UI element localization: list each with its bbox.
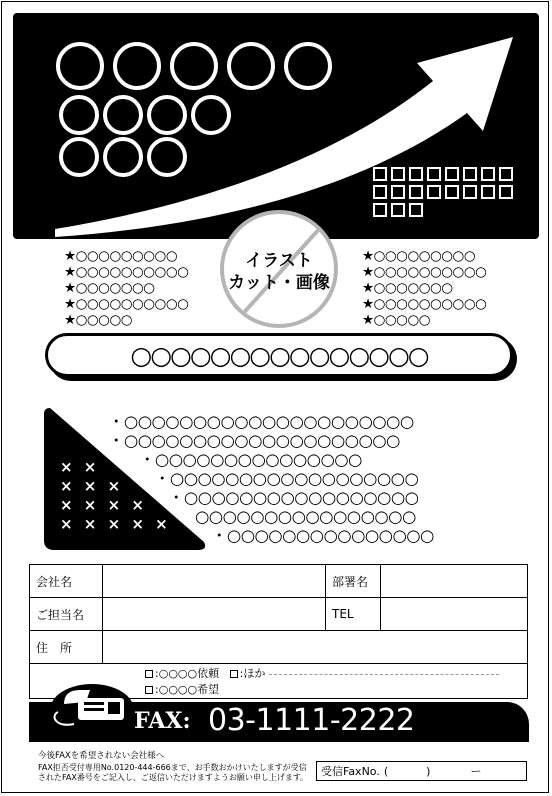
company-label: 会社名 (30, 565, 103, 598)
list-item: ★○○○○○○○○○○ (362, 296, 487, 312)
dot-line: ○○○○○○○○○○○○○○○○ (195, 507, 416, 526)
address-field[interactable] (103, 631, 528, 664)
pill-text: ○○○○○○○○○○○○○○○ (130, 340, 428, 370)
list-item: ★○○○○○ (362, 312, 431, 328)
mid-circle-row-1 (59, 95, 231, 135)
square-grid (373, 167, 513, 217)
list-item: ★○○○○○○○ (64, 280, 155, 296)
circle-mark (284, 42, 332, 90)
list-item: ★○○○○○○○ (362, 280, 453, 296)
left-star-list (64, 248, 188, 328)
cross-marks: × × × × × × × × × × × × × × (60, 458, 171, 533)
circle-mark (227, 42, 275, 90)
footer-line-3: されたFAX番号をご記入し、ご返信いただけますようお願い申し上げます。 (38, 773, 309, 782)
big-circle-row (56, 42, 332, 90)
option-3-label: ○○○○希望 (158, 683, 220, 696)
tel-field[interactable] (381, 598, 528, 631)
circle-mark (147, 137, 187, 177)
circle-mark (56, 42, 104, 90)
option-1-checkbox[interactable] (145, 670, 153, 678)
list-item: ★○○○○○○○○○ (362, 248, 476, 264)
dept-field[interactable] (381, 565, 528, 598)
list-item: ★○○○○○ (64, 312, 133, 328)
list-item: ★○○○○○○○○○○ (64, 264, 189, 280)
dot-line: ・○○○○○○○○○○○○○○○ (139, 450, 362, 469)
circle-mark (59, 95, 99, 135)
option-2-checkbox[interactable] (230, 670, 238, 678)
recv-paren-open: ( (383, 764, 389, 778)
dot-line: ・○○○○○○○○○○○○○○○○○ (168, 488, 419, 507)
circle-mark (103, 137, 143, 177)
company-field[interactable] (103, 565, 326, 598)
circle-mark (59, 137, 99, 177)
badge-line-2: カット・画像 (228, 273, 330, 293)
illustration-placeholder-badge (220, 210, 338, 328)
fax-number: 03-1111-2222 (208, 703, 415, 738)
header-banner (13, 13, 539, 239)
other-line[interactable] (269, 674, 499, 675)
circle-mark (147, 95, 187, 135)
circle-mark (170, 42, 218, 90)
recv-label: 受信FaxNo. (321, 765, 380, 778)
option-3-checkbox[interactable] (145, 686, 153, 694)
dot-line: ・○○○○○○○○○○○○○○○○○○○○○ (108, 412, 414, 431)
fax-label: FAX: (134, 708, 191, 734)
dept-label: 部署名 (326, 565, 381, 598)
footer-heading: 今後FAXを希望されない会社様へ (38, 751, 165, 761)
right-star-list (362, 248, 486, 328)
dot-line: ・○○○○○○○○○○○○○○○○○○ (154, 469, 419, 488)
list-item: ★○○○○○○○○○○ (64, 296, 189, 312)
recv-paren-close: ) (426, 764, 431, 778)
list-item: ★○○○○○○○○○○ (362, 264, 487, 280)
fax-machine-icon (50, 672, 134, 734)
address-label: 住 所 (30, 631, 103, 664)
circle-mark (191, 95, 231, 135)
footer-line-2: FAX拒否受付専用No.0120-444-666まで、お手数おかけいたしますが受信 (38, 763, 307, 772)
dot-line: ・○○○○○○○○○○○○○○○○○○○○ (108, 431, 400, 450)
badge-line-1: イラスト (245, 251, 313, 271)
options-cell: :○○○○依頼 :ほか :○○○○希望 (30, 664, 528, 699)
dot-line: ・○○○○○○○○○○○○○○○ (211, 526, 434, 545)
tel-label: TEL (326, 598, 381, 631)
recv-dash: ー (470, 765, 482, 778)
option-1-label: ○○○○依頼 (158, 667, 220, 680)
received-fax-number-box[interactable] (316, 761, 527, 781)
headline-pill (45, 333, 513, 377)
circle-mark (113, 42, 161, 90)
circle-mark (103, 95, 143, 135)
mid-circle-row-2 (59, 137, 187, 177)
option-2-label: ほか (243, 667, 266, 680)
list-item: ★○○○○○○○○○ (64, 248, 178, 264)
person-field[interactable] (103, 598, 326, 631)
person-label: ご担当名 (30, 598, 103, 631)
